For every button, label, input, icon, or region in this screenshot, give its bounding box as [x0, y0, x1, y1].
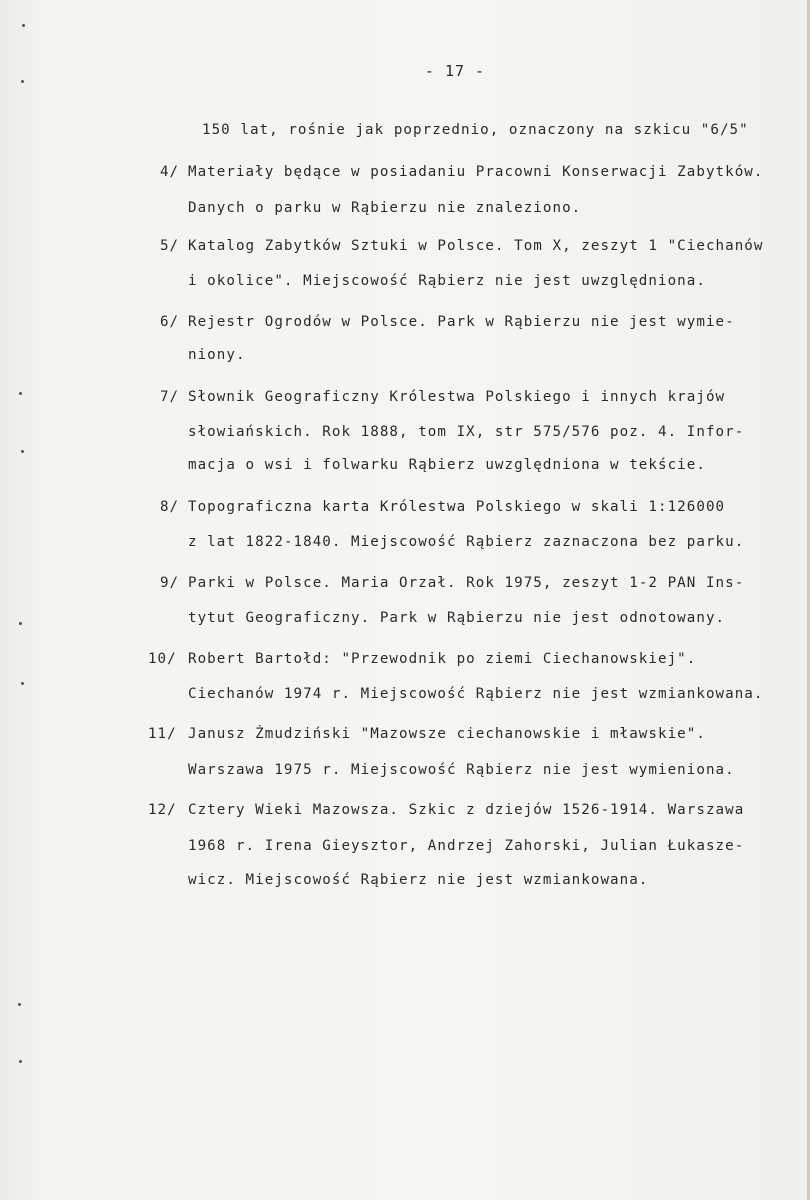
- reference-number: 4/: [160, 164, 180, 180]
- reference-number: 9/: [160, 575, 180, 591]
- reference-line: Parki w Polsce. Maria Orzał. Rok 1975, zeszyt 1-2 PAN Ins-: [188, 575, 745, 591]
- reference-line: macja o wsi i folwarku Rąbierz uwzględniona w tekście.: [188, 457, 706, 473]
- reference-line: słowiańskich. Rok 1888, tom IX, str 575/576 poz. 4. Infor-: [188, 424, 745, 440]
- reference-line: Ciechanów 1974 r. Miejscowość Rąbierz nie jest wzmiankowana.: [188, 686, 764, 702]
- reference-number: 12/: [148, 802, 177, 818]
- margin-speck: [22, 24, 25, 27]
- reference-number: 7/: [160, 389, 180, 405]
- reference-line: Warszawa 1975 r. Miejscowość Rąbierz nie jest wymieniona.: [188, 762, 735, 778]
- margin-speck: [19, 622, 22, 625]
- reference-number: 5/: [160, 238, 180, 254]
- reference-line: Danych o parku w Rąbierzu nie znaleziono.: [188, 200, 582, 216]
- reference-line: Materiały będące w posiadaniu Pracowni Konserwacji Zabytków.: [188, 164, 764, 180]
- reference-line: 1968 r. Irena Gieysztor, Andrzej Zahorski, Julian Łukasze-: [188, 838, 745, 854]
- intro-line: 150 lat, rośnie jak poprzednio, oznaczony na szkicu "6/5": [202, 122, 749, 138]
- reference-number: 11/: [148, 726, 177, 742]
- reference-line: i okolice". Miejscowość Rąbierz nie jest uwzględniona.: [188, 273, 706, 289]
- reference-line: Katalog Zabytków Sztuki w Polsce. Tom X, zeszyt 1 "Ciechanów: [188, 238, 764, 254]
- reference-line: Janusz Żmudziński "Mazowsze ciechanowskie i mławskie".: [188, 726, 706, 742]
- margin-speck: [21, 80, 24, 83]
- reference-line: z lat 1822-1840. Miejscowość Rąbierz zaznaczona bez parku.: [188, 534, 745, 550]
- margin-speck: [21, 450, 24, 453]
- margin-speck: [19, 392, 22, 395]
- reference-line: Robert Bartołd: "Przewodnik po ziemi Ciechanowskiej".: [188, 651, 697, 667]
- margin-speck: [19, 1060, 22, 1063]
- reference-line: Słownik Geograficzny Królestwa Polskiego i innych krajów: [188, 389, 726, 405]
- margin-speck: [18, 1003, 21, 1006]
- margin-speck: [21, 682, 24, 685]
- reference-number: 10/: [148, 651, 177, 667]
- reference-number: 6/: [160, 314, 180, 330]
- reference-number: 8/: [160, 499, 180, 515]
- reference-line: niony.: [188, 347, 246, 363]
- reference-line: Cztery Wieki Mazowsza. Szkic z dziejów 1526-1914. Warszawa: [188, 802, 745, 818]
- reference-line: tytut Geograficzny. Park w Rąbierzu nie jest odnotowany.: [188, 610, 726, 626]
- reference-line: wicz. Miejscowość Rąbierz nie jest wzmiankowana.: [188, 872, 649, 888]
- reference-line: Topograficzna karta Królestwa Polskiego w skali 1:126000: [188, 499, 726, 515]
- page-number: - 17 -: [424, 62, 486, 80]
- reference-line: Rejestr Ogrodów w Polsce. Park w Rąbierzu nie jest wymie-: [188, 314, 735, 330]
